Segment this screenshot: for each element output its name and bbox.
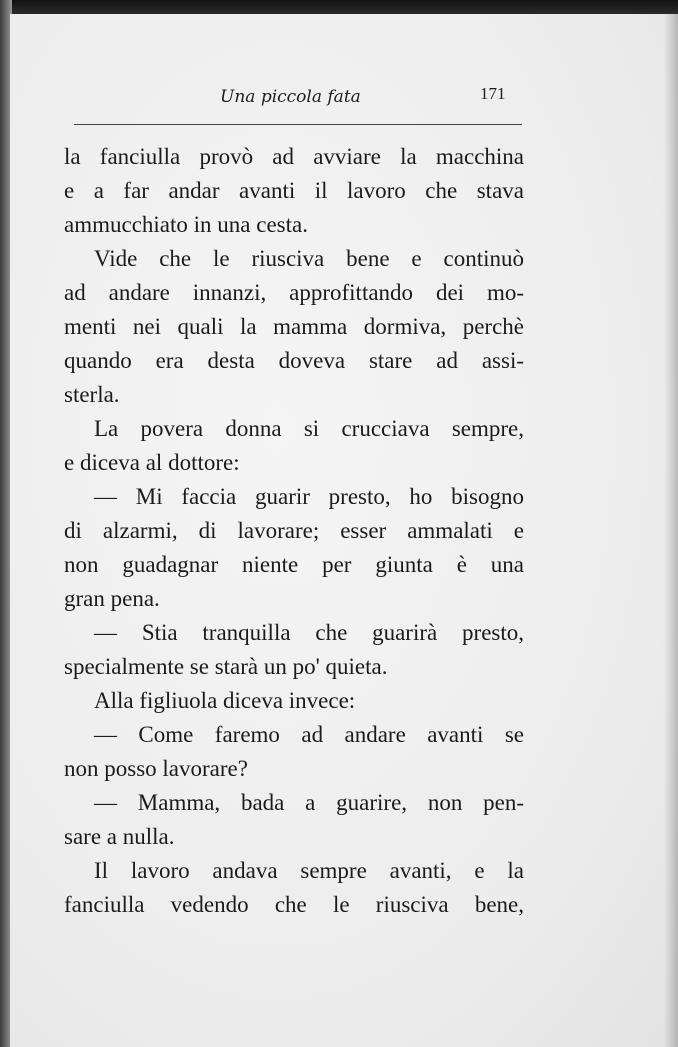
text-line: ad andare innanzi, approfittando dei mo- xyxy=(64,280,524,305)
book-page xyxy=(10,14,678,1047)
text-line: sterla. xyxy=(64,382,120,407)
body-text xyxy=(64,140,524,922)
text-line: — Stia tranquilla che guarirà presto, xyxy=(94,620,524,645)
text-line: gran pena. xyxy=(64,586,160,611)
text-line: Il lavoro andava sempre avanti, e la xyxy=(94,858,524,883)
text-line: fanciulla vedendo che le riusciva bene, xyxy=(64,892,524,917)
text-line: La povera donna si crucciava sempre, xyxy=(94,416,524,441)
text-line: — Come faremo ad andare avanti se xyxy=(94,722,524,747)
text-line: e a far andar avanti il lavoro che stava xyxy=(64,178,524,203)
page-number: 171 xyxy=(480,84,506,103)
page-right-edge-shadow xyxy=(664,14,678,1047)
text-line: quando era desta doveva stare ad assi- xyxy=(64,348,524,373)
text-line: menti nei quali la mamma dormiva, perchè xyxy=(64,314,524,339)
text-line: la fanciulla provò ad avviare la macchina xyxy=(64,144,524,169)
text-line: di alzarmi, di lavorare; esser ammalati e xyxy=(64,518,524,543)
text-line: specialmente se starà un po' quieta. xyxy=(64,654,388,679)
text-line: sare a nulla. xyxy=(64,824,175,849)
page-header xyxy=(10,14,678,134)
text-line: non guadagnar niente per giunta è una xyxy=(64,552,524,577)
text-line: non posso lavorare? xyxy=(64,756,248,781)
text-line: e diceva al dottore: xyxy=(64,450,240,475)
text-line: ammucchiato in una cesta. xyxy=(64,212,308,237)
text-line: — Mamma, bada a guarire, non pen- xyxy=(94,790,524,815)
running-title: Una piccola fata xyxy=(220,87,361,107)
text-line: — Mi faccia guarir presto, ho bisogno xyxy=(94,484,524,509)
header-rule xyxy=(74,124,522,125)
text-line: Vide che le riusciva bene e continuò xyxy=(94,246,524,271)
text-line: Alla figliuola diceva invece: xyxy=(94,688,356,713)
